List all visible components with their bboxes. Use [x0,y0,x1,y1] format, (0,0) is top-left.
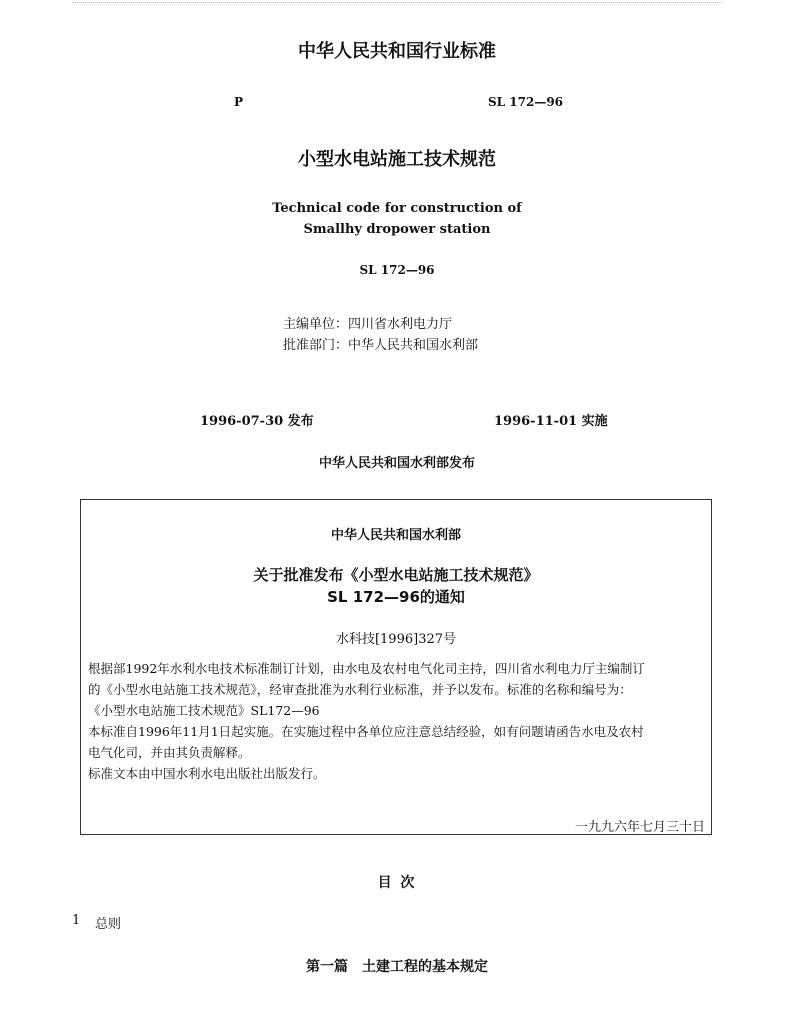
chief-editing-unit: 主编单位：四川省水利电力厅 [283,317,453,332]
document-number: 水科技[1996]327号 [335,632,457,647]
notice-title-line1: 关于批准发布《小型水电站施工技术规范》 [253,566,539,584]
standard-number-top: SL 172—96 [488,95,564,109]
notice-body-line: 电气化司，并由其负责解释。 [88,745,251,760]
toc-item-label[interactable]: 总则 [95,917,122,932]
notice-body [88,658,710,784]
approval-notice-box [80,499,712,835]
issue-date: 1996-07-30 发布 [200,414,314,429]
notice-title-line2: SL 172—96的通知 [327,588,465,606]
notice-body-line: 《小型水电站施工技术规范》SL172—96 [88,703,320,718]
notice-body-line: 标准文本由中国水利水电出版社出版发行。 [88,766,326,781]
publisher-line: 中华人民共和国水利部发布 [318,456,475,471]
title-english-line1: Technical code for construction of [272,201,522,216]
notice-body-line: 本标准自1996年11月1日起实施。在实施过程中各单位应注意总结经验，如有问题请函告水电及农村 [88,724,644,739]
notice-organization: 中华人民共和国水利部 [330,528,461,543]
notice-body-line: 的《小型水电站施工技术规范》，经审查批准为水利行业标准，并予以发布。标准的名称和编号为： [88,682,632,697]
implementation-date: 1996-11-01 实施 [494,414,608,429]
notice-body-line: 根据部1992年水利水电技术标准制订计划，由水电及农村电气化司主持，四川省水利电力厅主编制订 [88,661,645,676]
toc-title: 目 次 [377,875,417,891]
title-english-line2: Smallhy dropower station [303,222,491,237]
signing-date: 一九九六年七月三十日 [574,820,705,835]
standard-heading: 中华人民共和国行业标准 [298,41,496,62]
title-chinese: 小型水电站施工技术规范 [298,149,496,170]
classification-code: P [234,95,244,109]
toc-item-number: 1 [72,913,81,928]
top-dotted-rule [72,2,722,3]
approving-department: 批准部门：中华人民共和国水利部 [283,338,479,353]
standard-number-mid: SL 172—96 [359,263,435,277]
part-one-heading: 第一篇 土建工程的基本规定 [306,959,488,975]
